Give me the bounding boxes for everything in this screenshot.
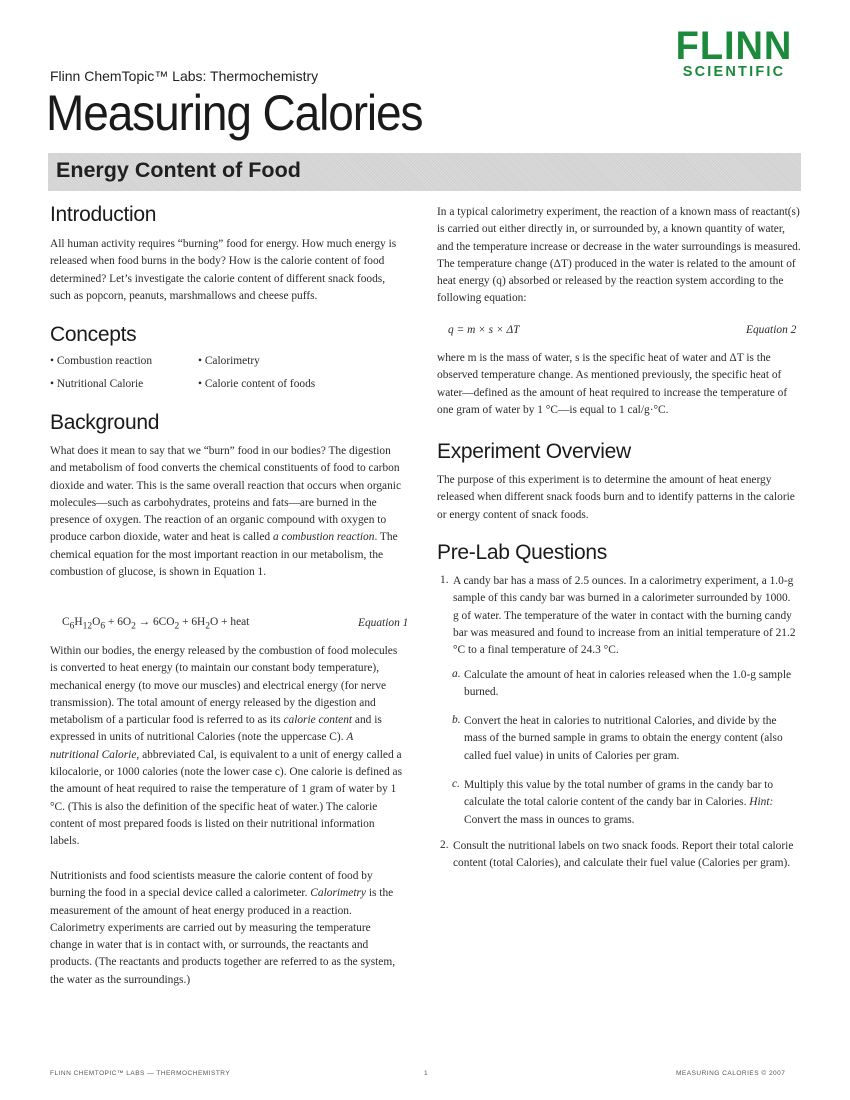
specific-heat-paragraph: where m is the mass of water, s is the specific heat of water and ΔT is the observed temperature change. As mentioned previously, the specific heat of water—defined as the amount of heat required to increase the temperature of one gram of water by 1 °C—is equal to 1 cal/g·°C. [437, 352, 788, 416]
question-letter: b. [452, 714, 461, 726]
concept-item: • Nutritional Calorie [50, 378, 144, 390]
background-paragraph-1: What does it mean to say that we “burn” food in our bodies? The digestion and metabolism of food converts the chemical constituents of food to carbon dioxide and water. This is the same overall reaction that occurs when organic molecules—such as carbohydrates, proteins and fats—are burned in the presence of oxygen. The reaction of an organic compound with oxygen to produce carbon dioxide, water and heat is called a combustion reaction. The chemical equation for the most important reaction in our metabolism, the combustion of glucose, is shown in Equation 1. [50, 445, 401, 579]
background-paragraph-3: Nutritionists and food scientists measure the calorie content of food by burning the food in a special device called a calorimeter. Calorimetry is the measurement of the amount of heat energy produced in a reaction. Calorimetry experiments are carried out by measuring the temperature change in water that is in contact with, or surrounds, the reactants and products. (The reactants and products together are referred to as the system, the water as the surroundings.) [50, 870, 396, 986]
concept-item: • Calorie content of foods [198, 378, 316, 390]
introduction-heading: Introduction [50, 203, 157, 226]
concept-item: • Calorimetry [198, 355, 260, 367]
question-number: 2. [440, 839, 449, 851]
question-letter: a. [452, 668, 461, 680]
equation-1-label: Equation 1 [358, 617, 409, 629]
footer-series: FLINN CHEMTOPIC™ LABS — THERMOCHEMISTRY [50, 1070, 231, 1077]
footer-page-number: 1 [424, 1070, 429, 1077]
question-1b-text: Convert the heat in calories to nutritional Calories, and divide by the mass of the burned sample in grams to obtain the energy content (also called fuel value) in units of Calories per gram. [464, 715, 783, 762]
equation-2: q = m × s × ΔT [448, 324, 520, 336]
introduction-text: All human activity requires “burning” food for energy. How much energy is released when food burns in the body? How is the calorie content of food determined? Let’s investigate the calorie content of different snack foods, such as popcorn, peanuts, marshmallows and cheese puffs. [50, 238, 397, 302]
footer-title: MEASURING CALORIES © 2007 [676, 1070, 786, 1077]
question-number: 1. [440, 574, 449, 586]
question-1c-text: Multiply this value by the total number of grams in the candy bar to calculate the total calorie content of the candy bar in Calories. Hint: Convert the mass in ounces to grams. [464, 779, 774, 826]
series-label: Flinn ChemTopic™ Labs: Thermochemistry [50, 68, 319, 84]
concepts-heading: Concepts [50, 323, 137, 346]
flinn-scientific-logo [664, 26, 804, 80]
background-heading: Background [50, 411, 160, 434]
prelab-heading: Pre-Lab Questions [437, 541, 607, 564]
question-1a-text: Calculate the amount of heat in calories released when the 1.0-g sample burned. [464, 669, 792, 699]
calorimetry-paragraph: In a typical calorimetry experiment, the reaction of a known mass of reactant(s) is carried out either directly in, or surrounded by, a known quantity of water, and the temperature increase or decrease in the water surroundings is measured. The temperature change (ΔT) produced in the water is related to the amount of heat energy (q) absorbed or released by the reaction system according to the following equation: [437, 206, 801, 305]
term-combustion-reaction: a combustion reaction [272, 531, 375, 544]
question-2-text: Consult the nutritional labels on two snack foods. Report their total calorie content (total Calories), and calculate their fuel value (Calories per gram). [453, 840, 794, 870]
concept-item: • Combustion reaction [50, 355, 153, 367]
page-subtitle: Energy Content of Food [56, 158, 301, 182]
experiment-overview-heading: Experiment Overview [437, 440, 631, 463]
logo-subtext: SCIENTIFIC [682, 64, 786, 80]
page-title: Measuring Calories [46, 85, 423, 141]
background-paragraph-2: Within our bodies, the energy released by the combustion of food molecules is converted to heat energy (to maintain our constant body temperature), mechanical energy (to move our muscles) and electrical energy (for nerve transmission). The total amount of energy released by the digestion and metabolism of a particular food is referred to as its calorie content and is expressed in units of nutritional Calories (note the uppercase C). A nutritional Calorie, abbreviated Cal, is equivalent to a unit of energy called a kilocalorie, or 1000 calories (note the lower case c). One calorie is defined as the amount of heat required to raise the temperature of 1 gram of water by 1 °C. (This is also the definition of the specific heat of water.) The calorie content of most prepared foods is listed on their nutritional information labels. [50, 645, 403, 848]
question-letter: c. [452, 778, 460, 790]
experiment-overview-text: The purpose of this experiment is to determine the amount of heat energy released when different snack foods burn and to identify patterns in the calorie or energy content of snack foods. [437, 474, 795, 521]
equation-2-label: Equation 2 [746, 324, 797, 336]
logo-wordmark: FLINN [675, 24, 793, 68]
equation-1: $C_6H_{12}O_6 + 6O_2 \to 6CO_2 + 6H_2O$ + heat [62, 616, 250, 632]
question-1-text: A candy bar has a mass of 2.5 ounces. In a calorimetry experiment, a 1.0-g sample of this candy bar was burned in a calorimeter surrounded by 1000. g of water. The temperature of the water in contact with the burning candy bar was measured and found to increase from an initial temperature of 21.2 °C to a final temperature of 24.3 °C. [453, 575, 796, 657]
